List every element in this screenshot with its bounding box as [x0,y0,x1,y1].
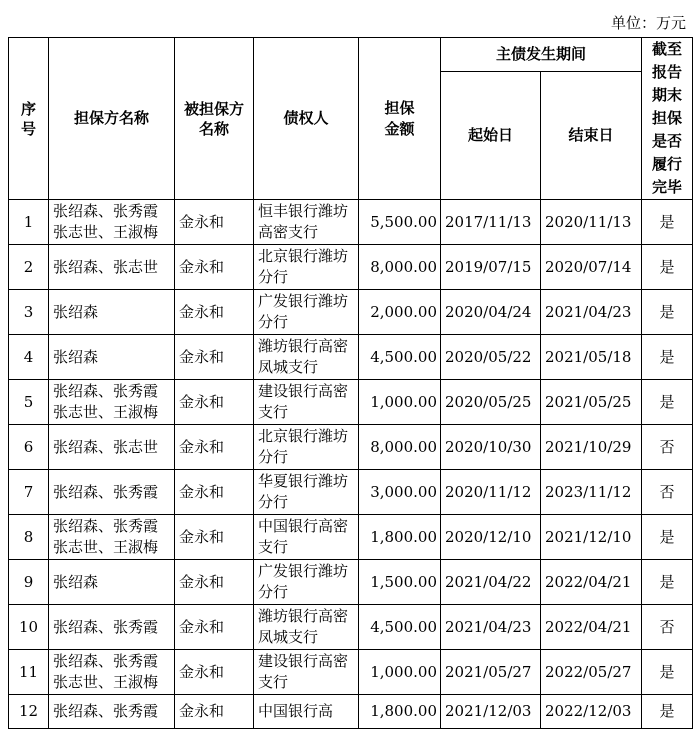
row-fulfilled: 是 [642,515,693,560]
row-guaranteed: 金永和 [175,380,254,425]
row-guarantor: 张绍森、张秀霞张志世、王淑梅 [49,515,175,560]
row-creditor: 广发银行潍坊分行 [254,290,359,335]
row-end: 2022/04/21 [541,560,642,605]
row-start: 2021/05/27 [441,650,541,695]
row-amount: 1,500.00 [359,560,441,605]
header-end: 结束日 [541,72,642,200]
row-no: 8 [9,515,49,560]
row-end: 2022/04/21 [541,605,642,650]
row-guarantor: 张绍森、张秀霞 [49,605,175,650]
row-guaranteed: 金永和 [175,605,254,650]
row-no: 2 [9,245,49,290]
row-no: 1 [9,200,49,245]
table-row [9,335,693,380]
table-row [9,425,693,470]
row-start: 2020/04/24 [441,290,541,335]
row-end: 2021/10/29 [541,425,642,470]
row-creditor: 建设银行高密支行 [254,650,359,695]
row-guarantor: 张绍森、张秀霞张志世、王淑梅 [49,200,175,245]
row-guaranteed: 金永和 [175,200,254,245]
row-end: 2021/05/18 [541,335,642,380]
row-start: 2020/10/30 [441,425,541,470]
row-no: 4 [9,335,49,380]
row-guarantor: 张绍森 [49,290,175,335]
row-guarantor: 张绍森 [49,560,175,605]
row-guaranteed: 金永和 [175,290,254,335]
row-creditor: 中国银行高 [254,695,359,729]
row-no: 10 [9,605,49,650]
table-row [9,245,693,290]
row-creditor: 恒丰银行潍坊高密支行 [254,200,359,245]
row-guarantor: 张绍森 [49,335,175,380]
row-fulfilled: 是 [642,335,693,380]
row-guarantor: 张绍森、张秀霞张志世、王淑梅 [49,650,175,695]
header-creditor: 债权人 [254,38,359,200]
row-guarantor: 张绍森、张志世 [49,245,175,290]
row-creditor: 华夏银行潍坊分行 [254,470,359,515]
row-creditor: 北京银行潍坊分行 [254,425,359,470]
row-guaranteed: 金永和 [175,515,254,560]
row-amount: 1,000.00 [359,380,441,425]
table-row [9,515,693,560]
row-amount: 4,500.00 [359,605,441,650]
table-row [9,650,693,695]
header-guarantor: 担保方名称 [49,38,175,200]
table-row [9,560,693,605]
row-creditor: 潍坊银行高密凤城支行 [254,335,359,380]
row-start: 2020/05/25 [441,380,541,425]
row-guaranteed: 金永和 [175,695,254,729]
row-creditor: 北京银行潍坊分行 [254,245,359,290]
row-guarantor: 张绍森、张秀霞 [49,470,175,515]
row-end: 2022/12/03 [541,695,642,729]
header-fulfilled: 截至报告期末担保是否履行完毕 [642,38,693,200]
row-end: 2021/05/25 [541,380,642,425]
header-period: 主债发生期间 [441,38,642,72]
row-guarantor: 张绍森、张秀霞张志世、王淑梅 [49,380,175,425]
row-no: 7 [9,470,49,515]
row-no: 11 [9,650,49,695]
table-row [9,695,693,729]
row-fulfilled: 是 [642,650,693,695]
row-guaranteed: 金永和 [175,470,254,515]
row-no: 3 [9,290,49,335]
table-row [9,200,693,245]
row-start: 2019/07/15 [441,245,541,290]
header-seq: 序号 [9,38,49,200]
row-fulfilled: 是 [642,695,693,729]
row-fulfilled: 是 [642,245,693,290]
header-guaranteed: 被担保方名称 [175,38,254,200]
row-fulfilled: 是 [642,290,693,335]
row-fulfilled: 否 [642,470,693,515]
row-end: 2022/05/27 [541,650,642,695]
row-amount: 1,800.00 [359,515,441,560]
row-guaranteed: 金永和 [175,560,254,605]
row-amount: 1,800.00 [359,695,441,729]
row-fulfilled: 否 [642,605,693,650]
row-guaranteed: 金永和 [175,650,254,695]
row-fulfilled: 是 [642,380,693,425]
row-guaranteed: 金永和 [175,425,254,470]
row-creditor: 潍坊银行高密凤城支行 [254,605,359,650]
row-end: 2021/12/10 [541,515,642,560]
row-start: 2021/04/22 [441,560,541,605]
table-row [9,380,693,425]
guarantee-table [8,37,693,729]
row-amount: 8,000.00 [359,425,441,470]
row-start: 2020/11/12 [441,470,541,515]
row-start: 2021/12/03 [441,695,541,729]
row-creditor: 建设银行高密支行 [254,380,359,425]
row-no: 5 [9,380,49,425]
row-start: 2017/11/13 [441,200,541,245]
row-amount: 2,000.00 [359,290,441,335]
row-start: 2020/12/10 [441,515,541,560]
table-row [9,605,693,650]
row-start: 2021/04/23 [441,605,541,650]
row-no: 6 [9,425,49,470]
row-end: 2021/04/23 [541,290,642,335]
table-row [9,290,693,335]
header-start: 起始日 [441,72,541,200]
row-guaranteed: 金永和 [175,335,254,380]
row-start: 2020/05/22 [441,335,541,380]
row-creditor: 广发银行潍坊分行 [254,560,359,605]
row-amount: 4,500.00 [359,335,441,380]
row-creditor: 中国银行高密支行 [254,515,359,560]
row-end: 2023/11/12 [541,470,642,515]
header-amount: 担保金额 [359,38,441,200]
table-row [9,470,693,515]
row-fulfilled: 否 [642,425,693,470]
row-end: 2020/07/14 [541,245,642,290]
row-no: 9 [9,560,49,605]
row-end: 2020/11/13 [541,200,642,245]
row-guarantor: 张绍森、张志世 [49,425,175,470]
row-no: 12 [9,695,49,729]
row-fulfilled: 是 [642,560,693,605]
row-fulfilled: 是 [642,200,693,245]
row-guarantor: 张绍森、张秀霞 [49,695,175,729]
row-amount: 3,000.00 [359,470,441,515]
unit-label: 单位：万元 [610,14,686,32]
row-guaranteed: 金永和 [175,245,254,290]
row-amount: 1,000.00 [359,650,441,695]
row-amount: 8,000.00 [359,245,441,290]
row-amount: 5,500.00 [359,200,441,245]
